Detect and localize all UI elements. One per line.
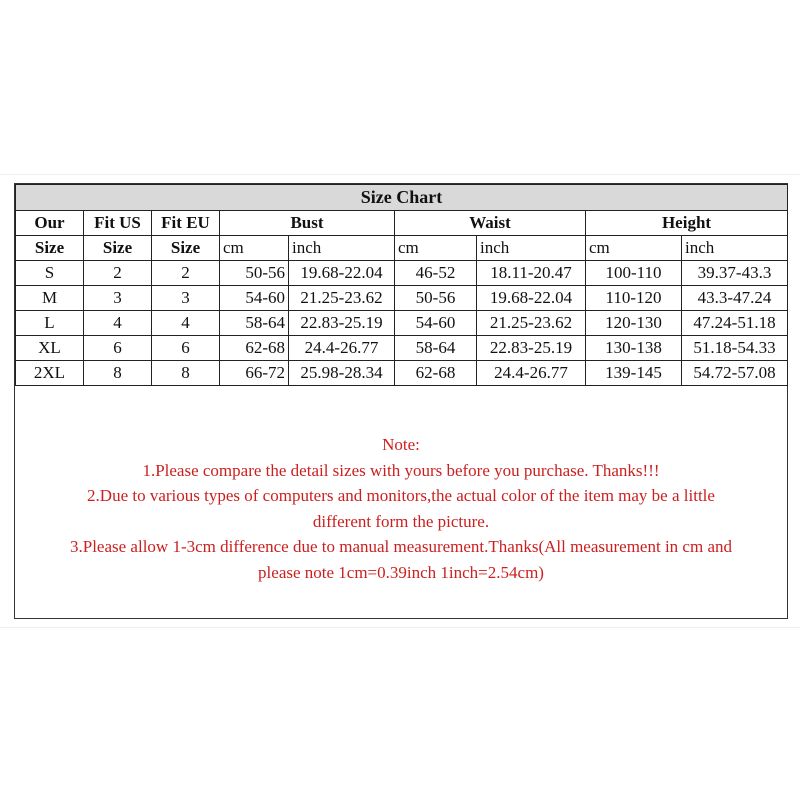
chart-title: Size Chart: [16, 185, 788, 211]
header-fit-eu-line2: Size: [152, 236, 220, 261]
cell-waist-inch: 21.25-23.62: [477, 311, 586, 336]
cell-fit-eu: 3: [152, 286, 220, 311]
cell-height-cm: 110-120: [586, 286, 682, 311]
cell-height-inch: 43.3-47.24: [682, 286, 788, 311]
cell-fit-eu: 8: [152, 361, 220, 386]
sheet-gridline-top: [0, 174, 800, 175]
cell-height-inch: 54.72-57.08: [682, 361, 788, 386]
cell-height-inch: 51.18-54.33: [682, 336, 788, 361]
cell-our-size: L: [16, 311, 84, 336]
header-fit-us-line2: Size: [84, 236, 152, 261]
header-height: Height: [586, 211, 788, 236]
header-bust-inch: inch: [289, 236, 395, 261]
header-row-2: [16, 236, 788, 261]
cell-waist-cm: 62-68: [395, 361, 477, 386]
cell-our-size: M: [16, 286, 84, 311]
cell-fit-eu: 2: [152, 261, 220, 286]
header-waist-cm: cm: [395, 236, 477, 261]
cell-height-inch: 39.37-43.3: [682, 261, 788, 286]
header-fit-eu-line1: Fit EU: [152, 211, 220, 236]
table-row: [16, 261, 788, 286]
cell-bust-inch: 22.83-25.19: [289, 311, 395, 336]
cell-fit-us: 2: [84, 261, 152, 286]
header-height-cm: cm: [586, 236, 682, 261]
table-row: [16, 311, 788, 336]
size-chart-table: [15, 184, 788, 386]
cell-bust-cm: 66-72: [220, 361, 289, 386]
cell-our-size: S: [16, 261, 84, 286]
cell-bust-cm: 62-68: [220, 336, 289, 361]
cell-waist-cm: 54-60: [395, 311, 477, 336]
header-waist-inch: inch: [477, 236, 586, 261]
cell-our-size: XL: [16, 336, 84, 361]
cell-bust-cm: 54-60: [220, 286, 289, 311]
cell-fit-us: 4: [84, 311, 152, 336]
cell-height-inch: 47.24-51.18: [682, 311, 788, 336]
cell-waist-cm: 46-52: [395, 261, 477, 286]
cell-height-cm: 130-138: [586, 336, 682, 361]
note-line: 2.Due to various types of computers and monitors,the actual color of the item may be a little: [87, 486, 715, 505]
cell-waist-inch: 19.68-22.04: [477, 286, 586, 311]
cell-waist-inch: 18.11-20.47: [477, 261, 586, 286]
cell-bust-cm: 50-56: [220, 261, 289, 286]
note-heading: Note:: [382, 435, 420, 454]
notes-block: [15, 432, 787, 585]
header-height-inch: inch: [682, 236, 788, 261]
header-row-1: [16, 211, 788, 236]
cell-waist-cm: 58-64: [395, 336, 477, 361]
cell-waist-inch: 24.4-26.77: [477, 361, 586, 386]
cell-fit-eu: 6: [152, 336, 220, 361]
cell-our-size: 2XL: [16, 361, 84, 386]
cell-fit-us: 8: [84, 361, 152, 386]
table-row: [16, 286, 788, 311]
cell-bust-inch: 21.25-23.62: [289, 286, 395, 311]
note-line: 1.Please compare the detail sizes with yours before you purchase. Thanks!!!: [142, 460, 660, 480]
cell-bust-inch: 24.4-26.77: [289, 336, 395, 361]
cell-bust-inch: 25.98-28.34: [289, 361, 395, 386]
cell-waist-cm: 50-56: [395, 286, 477, 311]
cell-bust-cm: 58-64: [220, 311, 289, 336]
title-row: [16, 185, 788, 211]
cell-height-cm: 139-145: [586, 361, 682, 386]
sheet-gridline-bottom: [0, 627, 800, 628]
note-line: 3.Please allow 1-3cm difference due to manual measurement.Thanks(All measurement in cm and: [70, 537, 732, 556]
table-row: [16, 361, 788, 386]
cell-bust-inch: 19.68-22.04: [289, 261, 395, 286]
cell-waist-inch: 22.83-25.19: [477, 336, 586, 361]
header-our-size-line1: Our: [16, 211, 84, 236]
size-chart-sheet: [14, 183, 788, 619]
cell-height-cm: 120-130: [586, 311, 682, 336]
header-fit-us-line1: Fit US: [84, 211, 152, 236]
header-waist: Waist: [395, 211, 586, 236]
header-bust-cm: cm: [220, 236, 289, 261]
note-line: please note 1cm=0.39inch 1inch=2.54cm): [258, 562, 544, 582]
cell-fit-eu: 4: [152, 311, 220, 336]
cell-fit-us: 3: [84, 286, 152, 311]
cell-fit-us: 6: [84, 336, 152, 361]
table-row: [16, 336, 788, 361]
header-bust: Bust: [220, 211, 395, 236]
cell-height-cm: 100-110: [586, 261, 682, 286]
note-line: different form the picture.: [312, 511, 490, 531]
header-our-size-line2: Size: [16, 236, 84, 261]
